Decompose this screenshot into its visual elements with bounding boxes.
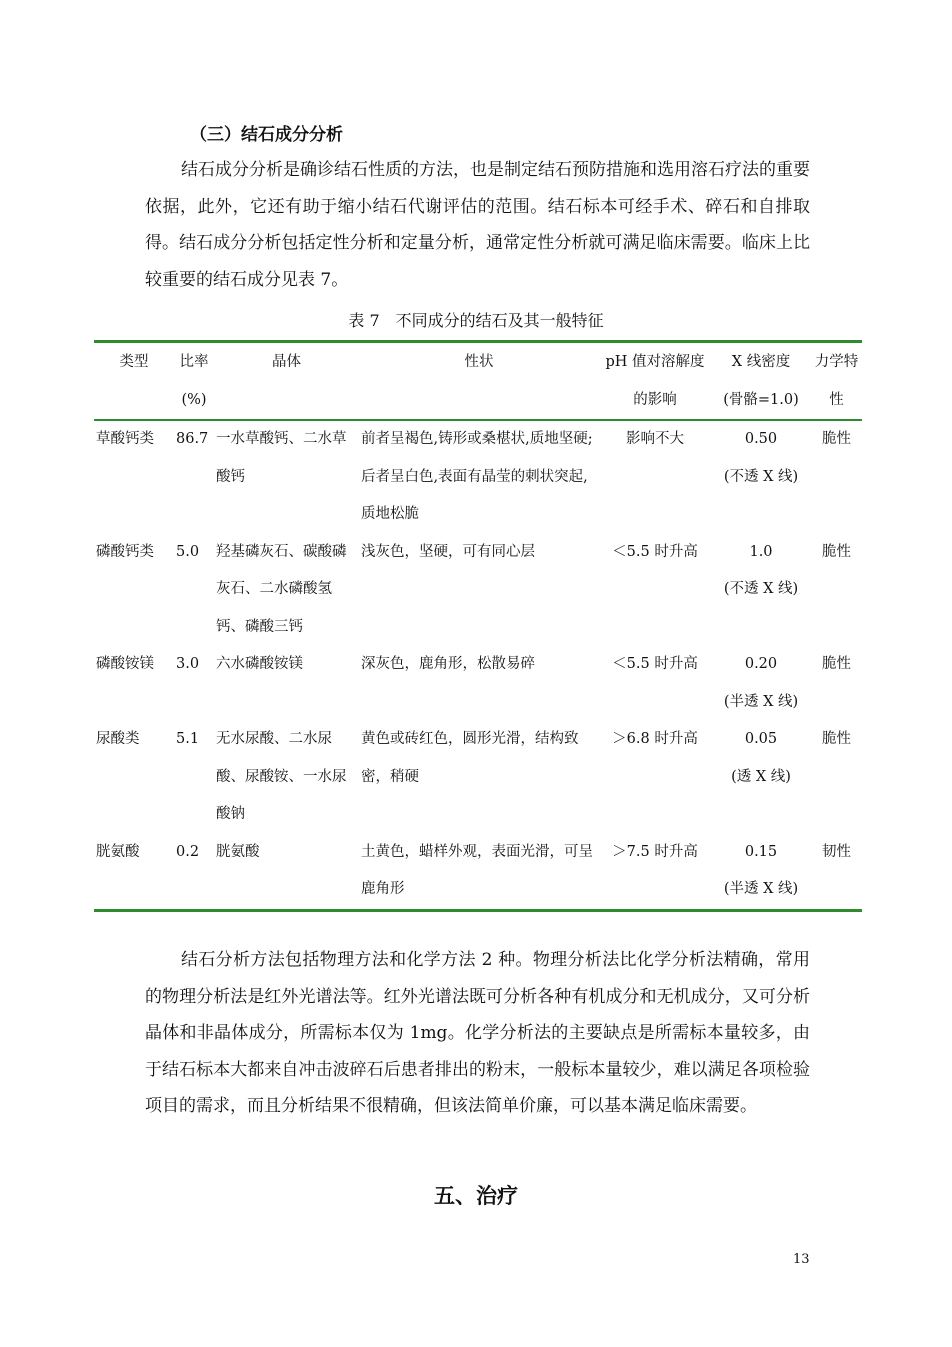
table-header-row-2 bbox=[94, 381, 862, 420]
chapter-heading: 五、治疗 bbox=[434, 1184, 518, 1208]
cell-ratio: 0.2 bbox=[176, 843, 200, 860]
cell-xray bbox=[711, 721, 811, 834]
cell-crystal: 胱氨酸 bbox=[216, 843, 260, 860]
cell-xray bbox=[711, 420, 811, 534]
xray-value: 0.15 bbox=[744, 843, 778, 860]
table-row bbox=[94, 534, 862, 647]
cell-mech: 脆性 bbox=[822, 656, 851, 672]
section-heading: （三）结石成分分析 bbox=[190, 125, 343, 145]
xray-note: (半透 X 线) bbox=[723, 693, 799, 710]
cell-type: 草酸钙类 bbox=[96, 431, 154, 447]
header-ph: pH 值对溶解度 bbox=[605, 354, 705, 370]
table-caption: 表 7 不同成分的结石及其一般特征 bbox=[348, 311, 604, 330]
header-xray: X 线密度 bbox=[731, 354, 791, 370]
cell-xray bbox=[711, 646, 811, 721]
cell-mech: 韧性 bbox=[822, 843, 851, 860]
stone-composition-table bbox=[94, 340, 862, 912]
xray-value: 1.0 bbox=[749, 543, 773, 560]
cell-type: 胱氨酸 bbox=[96, 843, 140, 860]
cell-ratio: 3.0 bbox=[176, 656, 200, 672]
cell-mech: 脆性 bbox=[822, 543, 851, 560]
cell-crystal: 六水磷酸铵镁 bbox=[216, 656, 303, 672]
xray-note: (半透 X 线) bbox=[723, 881, 799, 897]
cell-ph: ＜5.5 时升高 bbox=[612, 543, 698, 560]
xray-note: (透 X 线) bbox=[731, 768, 791, 785]
header-ratio: 比率 bbox=[179, 354, 209, 370]
cell-type: 磷酸钙类 bbox=[96, 543, 154, 560]
cell-ratio: 86.7 bbox=[176, 431, 209, 447]
analysis-methods-paragraph: 结石分析方法包括物理方法和化学方法 2 种。物理分析法比化学分析法精确，常用的物理分析法是红外光谱法等。红外光谱法既可分析各种有机成分和无机成分，又可分析晶体和非晶体成分，所需标本仅为 1mg。化学分析法的主要缺点是所需标本量较多，由于结石标本大都来自冲击波碎石后患者排出的粉末，一般标本量较少，难以满足各项检验项目的需求，而且分析结果不很精确，但该法简单价廉，可以基本满足临床需要。 bbox=[145, 950, 810, 1116]
header-ph-2: 的影响 bbox=[599, 381, 711, 420]
cell-crystal: 一水草酸钙、二水草酸钙 bbox=[216, 431, 347, 485]
cell-type: 磷酸铵镁 bbox=[96, 656, 154, 672]
cell-appearance: 前者呈褐色,铸形或桑椹状,质地坚硬;后者呈白色,表面有晶莹的刺状突起,质地松脆 bbox=[361, 431, 593, 522]
cell-ph: 影响不大 bbox=[626, 431, 684, 447]
cell-appearance: 深灰色，鹿角形，松散易碎 bbox=[361, 656, 535, 672]
cell-ratio: 5.1 bbox=[176, 731, 200, 747]
xray-note: (不透 X 线) bbox=[723, 581, 799, 597]
xray-note: (不透 X 线) bbox=[723, 468, 799, 485]
xray-value: 0.05 bbox=[744, 731, 778, 747]
cell-mech: 脆性 bbox=[822, 431, 851, 447]
page-number: 13 bbox=[793, 1252, 810, 1267]
cell-xray bbox=[711, 534, 811, 647]
table-row bbox=[94, 721, 862, 834]
table-header-row bbox=[94, 342, 862, 382]
header-ratio-unit: (%) bbox=[174, 381, 214, 420]
header-xray-2: (骨骼=1.0) bbox=[711, 381, 811, 420]
cell-appearance: 黄色或砖红色，圆形光滑，结构致密，稍硬 bbox=[361, 731, 579, 785]
intro-paragraph: 结石成分分析是确诊结石性质的方法，也是制定结石预防措施和选用溶石疗法的重要依据，此外，它还有助于缩小结石代谢评估的范围。结石标本可经手术、碎石和自排取得。结石成分分析包括定性分析和定量分析，通常定性分析就可满足临床需要。临床上比较重要的结石成分见表 7。 bbox=[145, 160, 810, 290]
cell-crystal: 羟基磷灰石、碳酸磷灰石、二水磷酸氢钙、磷酸三钙 bbox=[216, 543, 347, 635]
cell-appearance: 浅灰色，坚硬，可有同心层 bbox=[361, 543, 535, 560]
table-row bbox=[94, 834, 862, 911]
cell-ph: ＞7.5 时升高 bbox=[612, 843, 698, 860]
header-crystal: 晶体 bbox=[272, 354, 301, 370]
cell-ph: ＞6.8 时升高 bbox=[612, 731, 698, 747]
cell-mech: 脆性 bbox=[822, 731, 851, 747]
cell-type: 尿酸类 bbox=[96, 731, 140, 747]
xray-value: 0.20 bbox=[744, 656, 778, 672]
header-mech: 力学特 bbox=[814, 354, 859, 370]
cell-xray bbox=[711, 834, 811, 911]
table-row bbox=[94, 646, 862, 721]
cell-crystal: 无水尿酸、二水尿酸、尿酸铵、一水尿酸钠 bbox=[216, 731, 347, 822]
header-type: 类型 bbox=[119, 354, 149, 370]
cell-appearance: 土黄色，蜡样外观，表面光滑，可呈鹿角形 bbox=[361, 843, 593, 897]
xray-value: 0.50 bbox=[744, 431, 778, 447]
table-row bbox=[94, 420, 862, 534]
header-appearance: 性状 bbox=[464, 354, 494, 370]
cell-ph: ＜5.5 时升高 bbox=[612, 656, 698, 672]
cell-ratio: 5.0 bbox=[176, 543, 200, 560]
header-mech-2: 性 bbox=[811, 381, 862, 420]
